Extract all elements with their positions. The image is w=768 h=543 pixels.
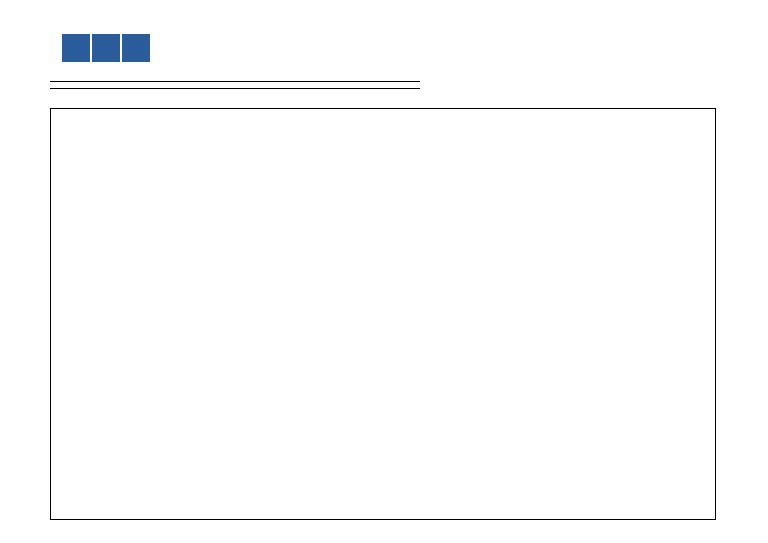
- register-project-no: [50, 98, 56, 105]
- company-logo: [62, 34, 152, 70]
- drawing-register-sheet: [50, 22, 716, 520]
- project-info-block: [422, 39, 500, 69]
- register-project-line: [50, 81, 420, 89]
- logo-letter-e: [122, 34, 150, 62]
- logo-letter-d: [62, 34, 90, 62]
- register-grid: [50, 108, 716, 520]
- logo-letter-c: [92, 34, 120, 62]
